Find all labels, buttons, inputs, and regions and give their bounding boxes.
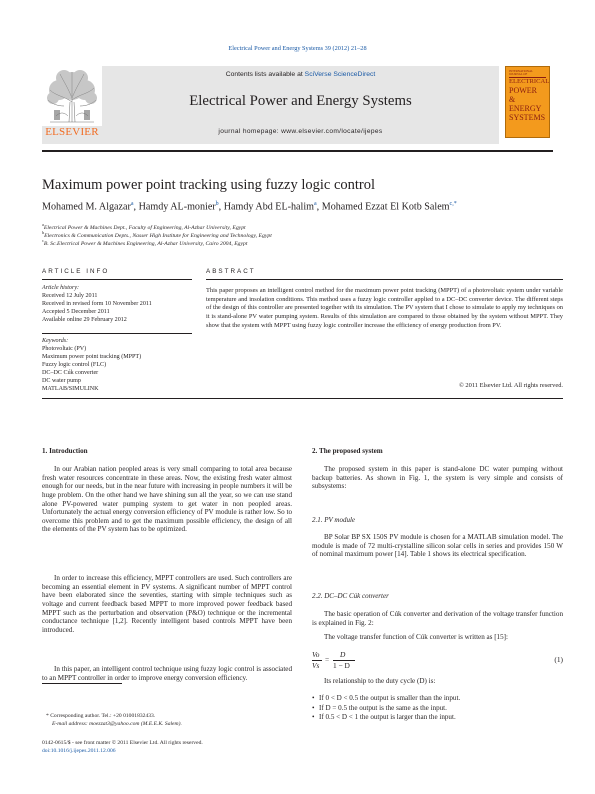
history-received: Received 12 July 2011 xyxy=(42,293,98,299)
keyword: Photovoltaic (PV) xyxy=(42,346,87,352)
bullet-icon: • xyxy=(312,703,315,712)
affiliation-text: B. Sc.Electrical Power & Machines Engineering, Al-Azhar University, Cairo 2004, Egypt xyxy=(43,240,248,247)
author-name[interactable]: Hamdy Abd EL-halim xyxy=(223,201,314,213)
list-item xyxy=(312,713,563,723)
author-affiliation-mark[interactable]: a xyxy=(314,201,317,207)
article-info-rule xyxy=(42,279,192,280)
eq-denominator-right: 1 − D xyxy=(333,661,350,670)
email-note[interactable]: E-mail address: moezzat3@yahoo.com (M.E.E.K. Salem). xyxy=(52,721,182,727)
abstract-text: This paper proposes an intelligent control method for the maximum power point tracking (MPPT) of a photovoltaic system under variable temperature and insolation conditions. This method uses a fuzzy logic controller applied to a DC–DC converter device. The different steps of the design of this controller are presented together with its simulation. The PV system that I chose to simulate to apply my techniques on it is stand-alone PV water pumping system. Results of this simulation are compared to those obtained by the system without MPPT. They show that the system with MPPT using fuzzy logic controller increase the efficiency of energy production from PV. xyxy=(206,287,563,329)
affiliation-text: Electronics & Communication Depts., Nasser High Institute for Engineering and Technology, Egypt xyxy=(44,232,272,239)
issn-line: 0142-0615/$ - see front matter © 2011 Elsevier Ltd. All rights reserved. xyxy=(42,740,203,746)
footnote-rule xyxy=(42,683,122,684)
duty-cycle-list xyxy=(312,694,563,723)
abstract-label: ABSTRACT xyxy=(206,268,256,275)
affiliation-mark: c xyxy=(42,238,44,243)
equation-1 xyxy=(312,650,563,672)
cover-word-systems: SYSTEMS xyxy=(509,113,546,122)
cover-word-power: POWER xyxy=(509,86,537,95)
intro-paragraph: In order to increase this efficiency, MPPT controllers are used. Such controllers are becoming an essential element in PV systems. A significant number of MPPT control have been elaborated since the seventies, starting with simple techniques such as voltage and current feedback based MPPT to more improved power feedback based MPPT such as the perturbation and observation (P&O) technique or the incremental conductance technique [1,2]. Recently intelligent based controls MPPT have been introduced. xyxy=(42,574,292,634)
author-list xyxy=(42,201,553,212)
article-info-label: ARTICLE INFO xyxy=(42,268,110,275)
cover-word-energy: ENERGY xyxy=(509,104,542,113)
keywords-label: Keywords: xyxy=(42,338,69,344)
journal-cover-thumbnail xyxy=(505,66,550,138)
keyword: DC water pump xyxy=(42,378,81,384)
intro-heading: 1. Introduction xyxy=(42,447,88,455)
keywords-rule xyxy=(42,333,192,334)
abstract-bottom-rule xyxy=(42,398,563,399)
sciencedirect-link[interactable]: SciVerse ScienceDirect xyxy=(304,71,376,78)
intro-paragraph: In our Arabian nation peopled areas is very small comparing to total area because fresh water resources concentrate in these areas. Now, the existing fresh water almost enough for our needs, but in the near future with increasing in people numbers it will be huge problem. On the other hand we have shining sun all the year, so we can use stand alone PV-powered water pumping system to get water in non peopled areas. Unfortunately the actual energy conversion efficiency of PV module is rather low. So to overcome this problem and to get the maximum possible efficiency, the design of all the elements of the PV system has to be optimized. xyxy=(42,465,292,534)
keyword: MATLAB/SIMULINK xyxy=(42,386,99,392)
list-item-text: If 0.5 < D < 1 the output is larger than the input. xyxy=(319,713,456,722)
keyword: Fuzzy logic control (FLC) xyxy=(42,362,107,368)
history-online: Available online 29 February 2012 xyxy=(42,317,127,323)
history-label: Article history: xyxy=(42,285,80,291)
journal-title: Electrical Power and Energy Systems xyxy=(189,93,412,109)
abstract-rule xyxy=(206,279,563,280)
list-item-text: If D = 0.5 the output is the same as the input. xyxy=(319,703,447,712)
pv-module-text: BP Solar BP SX 150S PV module is chosen for a MATLAB simulation model. The module is made of 72 multi-crystalline silicon solar cells in series and provides 150 W of nominal maximum power [14]. Table 1 shows its electrical specification. xyxy=(312,533,563,559)
cuk-heading: 2.2. DC–DC Cúk converter xyxy=(312,592,389,600)
cover-subtitle: INTERNATIONAL JOURNAL OF xyxy=(509,70,546,78)
affiliation-mark: a xyxy=(42,222,44,227)
masthead-divider xyxy=(42,150,553,152)
proposed-heading: 2. The proposed system xyxy=(312,447,383,455)
eq-denominator-left: Vs xyxy=(312,661,320,670)
running-head[interactable]: Electrical Power and Energy Systems 39 (2012) 21–28 xyxy=(228,45,367,52)
list-item xyxy=(312,694,563,704)
doi-link[interactable]: doi:10.1016/j.ijepes.2011.12.006 xyxy=(42,748,116,754)
history-revised: Received in revised form 10 November 2011 xyxy=(42,301,152,307)
keyword: DC–DC Cúk converter xyxy=(42,370,99,376)
eq-equals: = xyxy=(325,655,330,664)
eq-numerator-right: D xyxy=(340,650,346,659)
bullet-icon: • xyxy=(312,694,315,702)
bullet-icon: • xyxy=(312,713,315,722)
intro-paragraph: In this paper, an intelligent control technique using fuzzy logic control is associated to an MPPT controller in order to improve energy conversion efficiency. xyxy=(42,665,292,682)
author-affiliation-mark[interactable]: c,* xyxy=(449,201,457,207)
author-affiliation-mark[interactable]: a xyxy=(130,201,134,207)
list-item-text: If 0 < D < 0.5 the output is smaller than the input. xyxy=(319,694,461,702)
pv-module-heading: 2.1. PV module xyxy=(312,516,356,524)
history-accepted: Accepted 5 December 2011 xyxy=(42,309,110,315)
publisher-name: ELSEVIER xyxy=(45,126,99,138)
keyword: Maximum power point tracking (MPPT) xyxy=(42,354,142,360)
contents-prefix: Contents lists available at xyxy=(225,71,303,78)
author-name[interactable]: Mohamed Ezzat El Kotb Salem xyxy=(321,201,450,213)
cover-word-ampersand: & xyxy=(509,95,516,104)
proposed-intro: The proposed system in this paper is stand-alone DC water pumping without backup batteries. As shown in Fig. 1, the system is very simple and consists of subsystems: xyxy=(312,465,563,491)
corresponding-author-note: * Corresponding author. Tel.: +20 01001832433. xyxy=(46,713,156,719)
author-separator: , xyxy=(218,201,224,213)
affiliation xyxy=(42,238,553,247)
cover-word-electrical: ELECTRICAL xyxy=(509,78,550,85)
affiliation-text: Electrical Power & Machines Dept., Faculty of Engineering, Al-Azhar University, Egypt xyxy=(43,224,246,231)
eq-numerator-left: Vo xyxy=(312,650,320,659)
author-separator: , xyxy=(316,201,322,213)
cuk-transfer-text: The voltage transfer function of Cúk converter is written as [15]: xyxy=(324,633,508,641)
author-name[interactable]: Mohamed M. Algazar xyxy=(42,201,131,213)
author-name[interactable]: Hamdy AL-monier xyxy=(138,201,216,213)
list-item xyxy=(312,704,563,714)
cuk-text: The basic operation of Cúk converter and derivation of the voltage transfer function is explained in Fig. 2: xyxy=(312,610,563,627)
abstract-copyright: © 2011 Elsevier Ltd. All rights reserved. xyxy=(458,382,563,389)
eq-number: (1) xyxy=(554,655,563,664)
affiliation-mark: b xyxy=(42,230,45,235)
article-title: Maximum power point tracking using fuzzy logic control xyxy=(42,177,376,193)
author-affiliation-mark[interactable]: b xyxy=(215,201,219,207)
contents-line xyxy=(102,71,499,78)
duty-cycle-intro: Its relationship to the duty cycle (D) is: xyxy=(324,677,436,685)
author-separator: , xyxy=(133,201,139,213)
journal-homepage[interactable]: journal homepage: www.elsevier.com/locate/ijepes xyxy=(218,128,383,135)
